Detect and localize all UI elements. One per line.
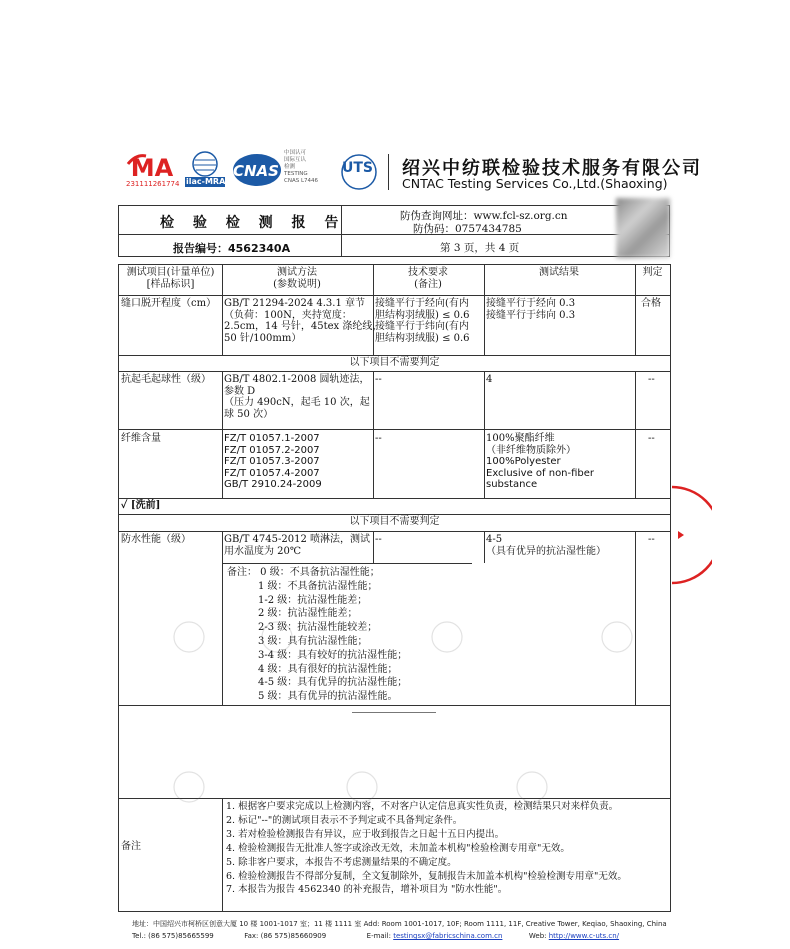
- col-header-method: 测试方法 (参数说明): [273, 267, 321, 290]
- col-header-result: 测试结果: [539, 267, 579, 278]
- anti-fake-url[interactable]: 防伪查询网址：www.fcl-sz.org.cn: [400, 210, 568, 222]
- footer-tel: Tel.: (86 575)85665599: [132, 932, 214, 940]
- grade-note: 4 级：具有很好的抗沾湿性能；: [258, 663, 398, 675]
- remark-item: 5. 除非客户要求，本报告不考虑测量结果的不确定度。: [226, 856, 457, 868]
- uts-watermark-icon: [430, 620, 464, 654]
- footer-web-link[interactable]: http://www.c-uts.cn/: [548, 932, 620, 940]
- grade-note: 备注： 0 级：不具备抗沾湿性能；: [227, 567, 380, 578]
- remark-item: 7. 本报告为报告 4562340 的补充报告，增补项目为 "防水性能"。: [226, 884, 508, 896]
- fiber-method: FZ/T 01057.1-2007 FZ/T 01057.2-2007 FZ/T 01057.3-2007 FZ/T 01057.4-2007 GB/T 2910.24-2009: [224, 433, 322, 490]
- grade-notes: [227, 566, 407, 704]
- fiber-requirement: --: [375, 433, 382, 444]
- company-name-cn: 绍兴中纺联检验技术服务有限公司: [402, 158, 702, 179]
- fiber-verdict: --: [648, 433, 655, 444]
- report-title: 检 验 检 测 报 告: [160, 215, 346, 231]
- grade-note: 3 级：具有抗沾湿性能；: [258, 635, 368, 647]
- grade-note: 2-3 级：抗沾湿性能较差；: [258, 622, 378, 634]
- footer-email-label: E-mail:: [366, 932, 391, 940]
- remark-item: 1. 根据客户要求完成以上检测内容，不对客户认定信息真实性负责，检测结果只对来样负责。: [226, 801, 619, 812]
- col-header-requirement: 技术要求 (备注): [408, 267, 448, 290]
- cma-number: 231111261774: [126, 180, 180, 188]
- water-result: 4-5 （具有优异的抗沾湿性能）: [486, 534, 606, 557]
- seam-item: 缝口脱开程度（cm）: [121, 298, 217, 309]
- col-header-item: 测试项目(计量单位) [样品标识]: [126, 267, 215, 290]
- svg-text:MA: MA: [130, 154, 174, 182]
- grade-note: 3-4 级：具有较好的抗沾湿性能；: [258, 649, 408, 661]
- not-judged-banner-2: 以下项目不需要判定: [349, 516, 440, 527]
- remark-item: 3. 若对检验检测报告有异议，应于收到报告之日起十五日内提出。: [226, 828, 505, 840]
- water-method: GB/T 4745-2012 喷淋法，测试 用水温度为 20℃: [224, 534, 371, 557]
- remark-item: 2. 标记"--"的测试项目表示不予判定或不具备判定条件。: [226, 814, 463, 826]
- col-header-verdict: 判定: [642, 267, 663, 278]
- remark-item: 6. 检验检测报告不得部分复制，全文复制除外，复制报告未加盖本机构"检验检测专用章"无效。: [226, 870, 627, 882]
- remarks-list: [226, 800, 627, 897]
- uts-watermark-icon: [345, 770, 379, 804]
- uts-label: UTS: [342, 160, 374, 176]
- seam-method: GB/T 21294-2024 4.3.1 章节 （负荷：100N，夹持宽度： 2.5cm，14 号针，45tex 涤纶线， 50 针/100mm）: [224, 298, 383, 344]
- cnas-side-text: 中国认可 国际互认 检测 TESTING CNAS L7446: [284, 150, 319, 184]
- footer: [132, 918, 667, 942]
- company-name-en: CNTAC Testing Services Co.,Ltd.(Shaoxing): [402, 176, 668, 191]
- pilling-method: GB/T 4802.1-2008 圆轨迹法， 参数 D （压力 490cN，起毛 10 次，起 球 50 次）: [224, 374, 370, 420]
- pilling-verdict: --: [648, 374, 655, 385]
- ilac-label: ilac-MRA: [186, 177, 226, 186]
- footer-address: 地址：中国绍兴市柯桥区创意大厦 10 楼 1001-1017 室；11 楼 1111 室 Add: Room 1001-1017, 10F; Room 1111, 11F, Creative Tower, Keqiao, Shaoxing, China: [132, 920, 667, 928]
- footer-email-link[interactable]: testingsx@fabricschina.com.cn: [393, 932, 503, 940]
- grade-note: 5 级：具有优异的抗沾湿性能。: [258, 691, 398, 703]
- seam-requirement: 接缝平行于经向(有内 胆结构羽绒服) ≤ 0.6 接缝平行于纬向(有内 胆结构羽绒服) ≤ 0.6: [375, 298, 470, 344]
- seam-result: 接缝平行于经向 0.3 接缝平行于纬向 0.3: [486, 298, 576, 321]
- footer-fax: Fax: (86 575)85660909: [244, 932, 327, 940]
- uts-watermark-icon: [515, 770, 549, 804]
- pilling-item: 抗起毛起球性（级）: [121, 374, 211, 385]
- water-verdict: --: [648, 534, 655, 545]
- fiber-item: 纤维含量: [121, 433, 161, 444]
- water-requirement: --: [375, 534, 382, 545]
- cnas-label: CNAS: [233, 162, 279, 180]
- empty-area-divider: [352, 712, 436, 713]
- header-divider: [388, 154, 389, 190]
- pilling-result: 4: [486, 374, 493, 385]
- remark-item: 4. 检验检测报告无批准人签字或涂改无效，未加盖本机构"检验检测专用章"无效。: [226, 842, 570, 854]
- anti-fake-code: 防伪码：0757434785: [413, 223, 522, 235]
- grade-note: 4-5 级：具有优异的抗沾湿性能；: [258, 677, 408, 689]
- grade-note: 2 级：抗沾湿性能差；: [258, 608, 358, 620]
- fiber-result: 100%聚酯纤维 （非纤维物质除外） 100%Polyester Exclusive of non-fiber substance: [486, 433, 595, 490]
- water-item: 防水性能（级）: [121, 534, 191, 545]
- page-indicator: 第 3 页，共 4 页: [440, 242, 520, 254]
- uts-watermark-icon: [600, 620, 634, 654]
- section-wash-label: ✓ [洗前]: [121, 500, 161, 511]
- remarks-label: 备注: [121, 841, 141, 852]
- uts-watermark-icon: [172, 770, 206, 804]
- not-judged-banner-1: 以下项目不需要判定: [349, 357, 440, 368]
- official-seal-icon: [672, 485, 712, 585]
- footer-web-label: Web:: [528, 932, 547, 940]
- seam-verdict: 合格: [641, 298, 661, 309]
- grade-note: 1 级：不具备抗沾湿性能；: [258, 580, 378, 592]
- uts-watermark-icon: [260, 620, 294, 654]
- grade-note: 1-2 级：抗沾湿性能差；: [258, 594, 368, 606]
- uts-watermark-icon: [172, 620, 206, 654]
- pilling-requirement: --: [375, 374, 382, 385]
- redacted-qr-code: [616, 198, 670, 258]
- report-number: 报告编号：4562340A: [173, 242, 291, 255]
